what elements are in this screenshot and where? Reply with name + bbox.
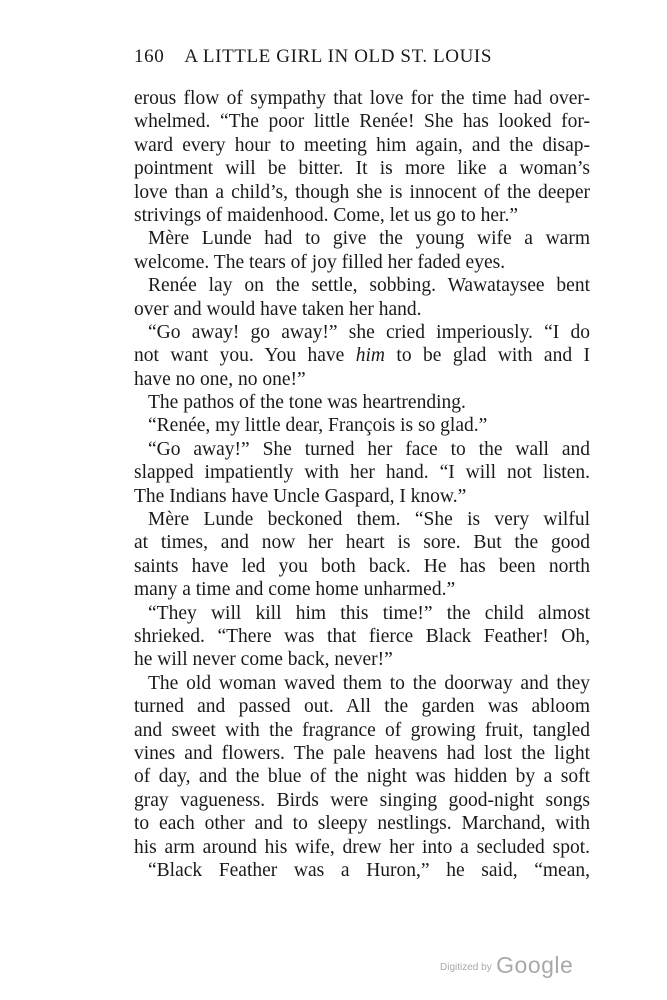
text-line-content: have no one, no one!” <box>134 368 306 390</box>
text-line-content: many a time and come home unharmed.” <box>134 579 456 601</box>
text-line-content: love than a child’s, though she is innocent of the deeper <box>134 181 590 203</box>
text-line <box>134 485 590 508</box>
text-line-content: “They will kill him this time!” the child almost <box>148 602 590 624</box>
text-line <box>134 157 590 180</box>
text-line <box>134 344 590 367</box>
text-line <box>134 836 590 859</box>
text-line-content: turned and passed out. All the garden was abloom <box>134 696 590 718</box>
text-line-content: Mère Lunde had to give the young wife a warm <box>148 228 590 250</box>
text-line-content: saints have led you both back. He has been north <box>134 555 590 577</box>
text-line <box>134 859 590 882</box>
text-line-content: his arm around his wife, drew her into a secluded spot. <box>134 836 590 858</box>
text-line-content: The Indians have Uncle Gaspard, I know.” <box>134 485 467 507</box>
text-line <box>134 742 590 765</box>
text-line <box>134 227 590 250</box>
text-line <box>134 438 590 461</box>
text-line <box>134 648 590 671</box>
text-line-content: “Renée, my little dear, François is so glad.” <box>148 415 488 437</box>
text-line <box>134 531 590 554</box>
text-line-content: welcome. The tears of joy filled her faded eyes. <box>134 251 506 273</box>
text-line <box>134 134 590 157</box>
text-line-content: ward every hour to meeting him again, and the disap- <box>134 134 590 156</box>
text-line-content: and sweet with the fragrance of growing fruit, tangled <box>134 719 590 741</box>
text-line <box>134 414 590 437</box>
text-line <box>134 461 590 484</box>
text-line <box>134 602 590 625</box>
text-line <box>134 204 590 227</box>
text-line-content: “Black Feather was a Huron,” he said, “mean, <box>148 859 590 881</box>
text-line-content: whelmed. “The poor little Renée! She has looked for- <box>134 111 590 133</box>
text-line-content: “Go away!” She turned her face to the wall and <box>148 438 590 460</box>
text-line <box>134 274 590 297</box>
text-line <box>134 719 590 742</box>
text-line <box>134 555 590 578</box>
text-line-content: he will never come back, never!” <box>134 649 393 671</box>
text-line-content: pointment will be bitter. It is more like a woman’s <box>134 158 590 180</box>
digitized-by-google-watermark <box>440 952 580 982</box>
text-line <box>134 625 590 648</box>
digitized-by-label: Digitized by <box>440 962 492 973</box>
body-text <box>134 87 590 882</box>
text-line-content: not want you. You have <box>134 345 356 367</box>
text-line <box>134 251 590 274</box>
text-line-content: The old woman waved them to the doorway and they <box>148 672 590 694</box>
text-line-content: at times, and now her heart is sore. But the good <box>134 532 590 554</box>
text-line <box>134 391 590 414</box>
text-line <box>134 181 590 204</box>
text-line <box>134 765 590 788</box>
text-line-content: strivings of maidenhood. Come, let us go to her.” <box>134 204 518 226</box>
running-title: A LITTLE GIRL IN OLD ST. LOUIS <box>184 46 493 67</box>
text-line <box>134 789 590 812</box>
text-line <box>134 695 590 718</box>
running-head <box>134 46 594 74</box>
text-line-content: to each other and to sleepy nestlings. Marchand, with <box>134 813 590 835</box>
text-line <box>134 578 590 601</box>
text-line <box>134 298 590 321</box>
text-line-content: shrieked. “There was that fierce Black Feather! Oh, <box>134 625 590 647</box>
text-line-content: Mère Lunde beckoned them. “She is very wilful <box>148 509 590 531</box>
text-line-content: slapped impatiently with her hand. “I will not listen. <box>134 462 590 484</box>
text-line-content: over and would have taken her hand. <box>134 298 422 320</box>
text-line <box>134 672 590 695</box>
text-line <box>134 812 590 835</box>
text-line-content: to be glad with and I <box>385 345 590 367</box>
text-line-content: “Go away! go away!” she cried imperiously. “I do <box>148 321 590 343</box>
text-line <box>134 321 590 344</box>
text-line-content: vines and flowers. The pale heavens had lost the light <box>134 742 590 764</box>
text-line <box>134 110 590 133</box>
text-line <box>134 368 590 391</box>
text-line-content: The pathos of the tone was heartrending. <box>148 392 466 414</box>
text-line-content: Renée lay on the settle, sobbing. Wawataysee bent <box>148 275 590 297</box>
text-line-content: of day, and the blue of the night was hidden by a soft <box>134 766 590 788</box>
google-wordmark: Google <box>496 952 574 978</box>
page-number: 160 <box>134 46 165 67</box>
text-line <box>134 87 590 110</box>
text-line-content: gray vagueness. Birds were singing good-night songs <box>134 789 590 811</box>
text-line-content: erous flow of sympathy that love for the time had over- <box>134 88 590 109</box>
emphasized-word: him <box>355 345 386 367</box>
text-line <box>134 508 590 531</box>
